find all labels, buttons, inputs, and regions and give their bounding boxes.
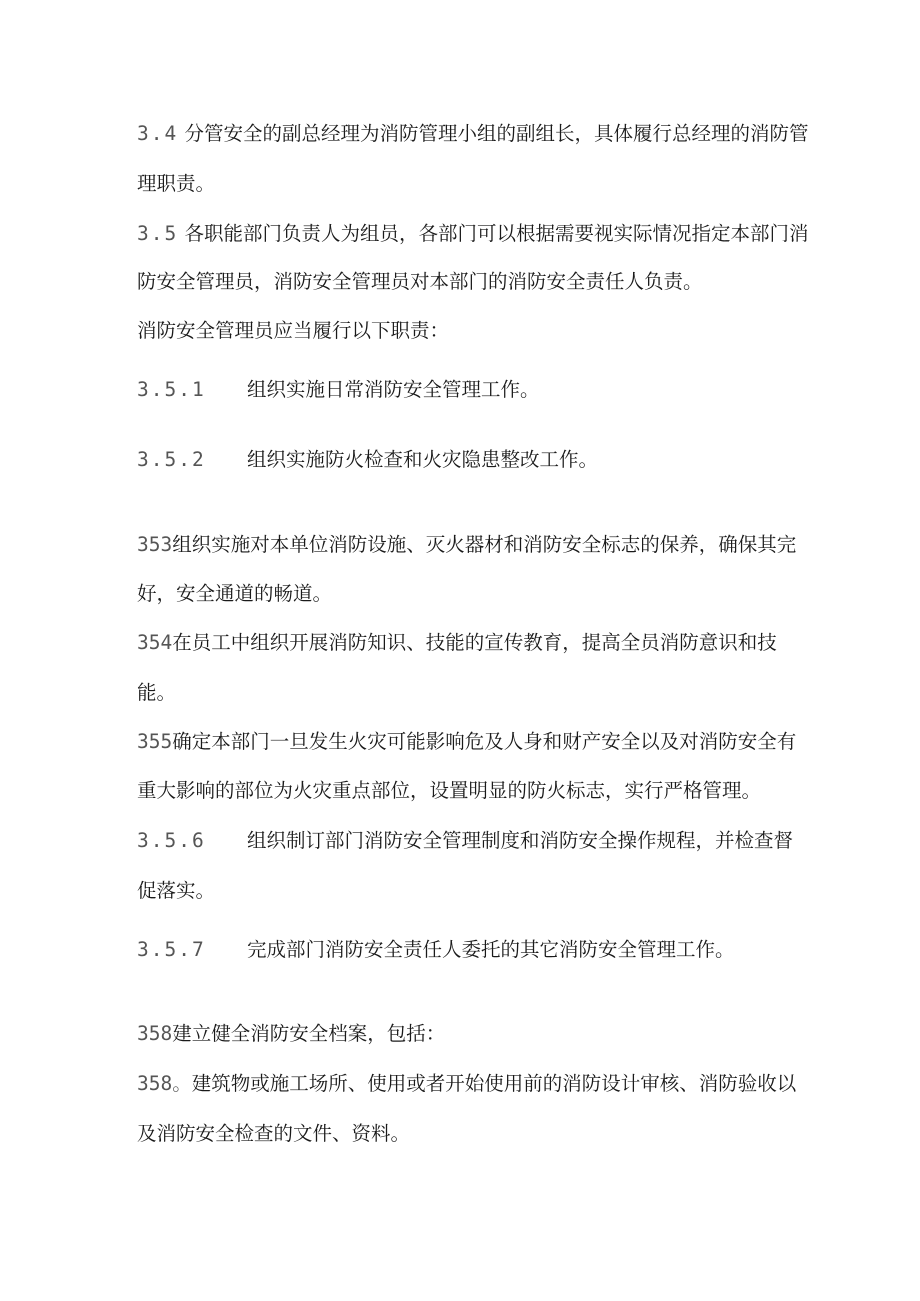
section-number: 3.5 (137, 222, 179, 245)
item-3-5-7-number: 3.5.7 (137, 938, 206, 961)
item-354-line-2: 能。 (137, 681, 177, 704)
item-355-line-2: 重大影响的部位为火灾重点部位，设置明显的防火标志，实行严格管理。 (137, 779, 762, 802)
item-text: 组织实施对本单位消防设施、灭火器材和消防安全标志的保养，确保其完 (172, 533, 797, 556)
paragraph-3-5-line-2: 防安全管理员，消防安全管理员对本部门的消防安全责任人负责。 (137, 270, 703, 293)
item-358-line (137, 1021, 445, 1047)
item-3-5-1-number: 3.5.1 (137, 378, 206, 401)
item-355-line-1 (137, 729, 796, 755)
duties-intro: 消防安全管理员应当履行以下职责： (137, 319, 450, 342)
item-text: 建筑物或施工场所、使用或者开始使用前的消防设计审核、消防验收以 (191, 1072, 797, 1095)
item-3-5-1-text: 组织实施日常消防安全管理工作。 (247, 378, 540, 401)
item-text: 确定本部门一旦发生火灾可能影响危及人身和财产安全以及对消防安全有 (172, 730, 797, 753)
item-number: 354 (137, 631, 173, 654)
item-3-5-6-text-line-1: 组织制订部门消防安全管理制度和消防安全操作规程，并检查督 (247, 829, 794, 852)
item-number: 355 (137, 730, 173, 753)
item-354-line-1 (137, 630, 777, 656)
item-3-5-6-text-line-2: 促落实。 (137, 879, 216, 902)
item-number: 358。 (137, 1072, 192, 1095)
item-3-5-2-text: 组织实施防火检查和火灾隐患整改工作。 (247, 448, 599, 471)
item-358b-line-2: 及消防安全检查的文件、资料。 (137, 1122, 411, 1145)
item-number: 358 (137, 1022, 173, 1045)
paragraph-3-4-line-2: 理职责。 (137, 172, 216, 195)
item-3-5-2-number: 3.5.2 (137, 448, 206, 471)
item-358b-line-1 (137, 1071, 796, 1097)
item-text: 建立健全消防安全档案，包括： (172, 1022, 446, 1045)
paragraph-3-5-line-1 (137, 221, 808, 247)
paragraph-text: 分管安全的副总经理为消防管理小组的副组长，具体履行总经理的消防管 (184, 122, 809, 145)
section-number: 3.4 (137, 122, 179, 145)
item-353-line-2: 好，安全通道的畅道。 (137, 582, 333, 605)
paragraph-3-4-line-1 (137, 121, 808, 147)
paragraph-text: 各职能部门负责人为组员，各部门可以根据需要视实际情况指定本部门消 (184, 222, 809, 245)
item-text: 在员工中组织开展消防知识、技能的宣传教育，提高全员消防意识和技 (172, 631, 777, 654)
item-3-5-6-number: 3.5.6 (137, 829, 206, 852)
item-3-5-7-text: 完成部门消防安全责任人委托的其它消防安全管理工作。 (247, 938, 735, 961)
item-number: 353 (137, 533, 173, 556)
item-353-line-1 (137, 532, 796, 558)
